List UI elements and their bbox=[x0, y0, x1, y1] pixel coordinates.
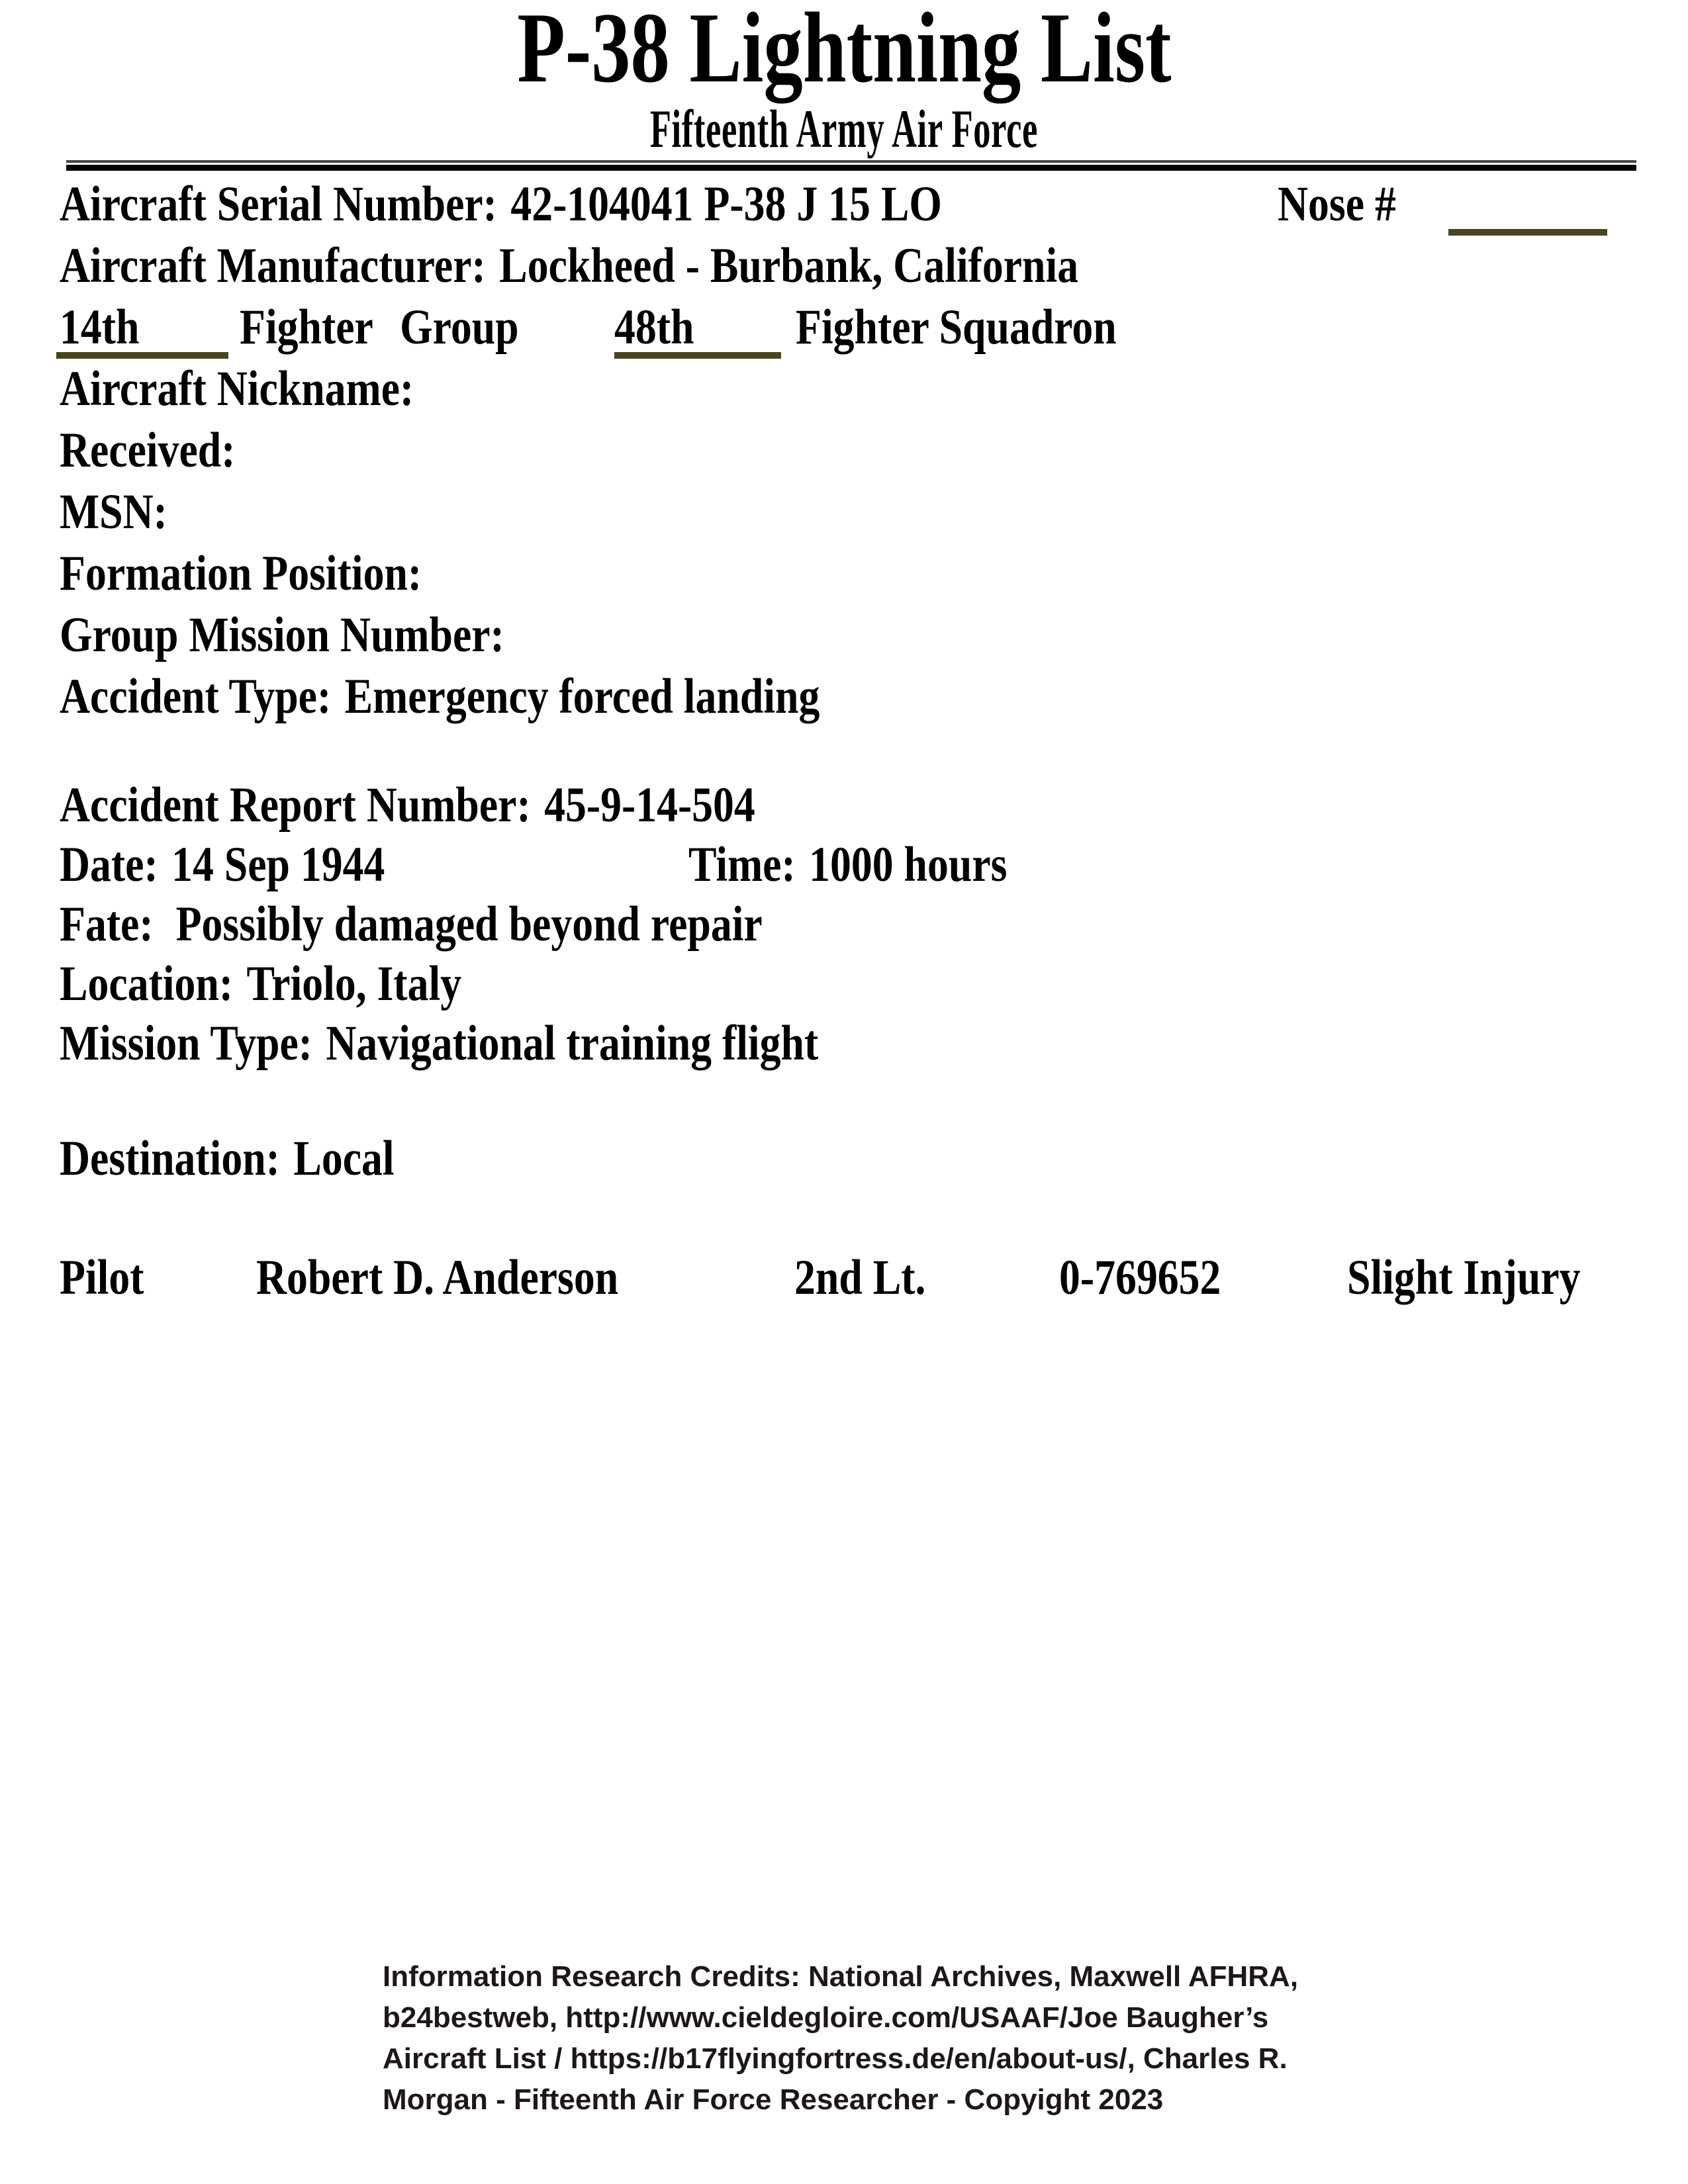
mission-type-value: Navigational training flight bbox=[326, 1016, 819, 1071]
destination-label: Destination: bbox=[60, 1131, 280, 1186]
pilot-role: Pilot bbox=[60, 1250, 144, 1305]
field-line-msn bbox=[60, 481, 1648, 543]
pilot-row bbox=[60, 1247, 1648, 1308]
serial-label: Aircraft Serial Number: bbox=[60, 177, 497, 232]
field-line-accident-type bbox=[60, 666, 1648, 727]
page-subtitle-text: Fifteenth Army Air Force bbox=[649, 99, 1039, 159]
field-line-destination bbox=[60, 1128, 1648, 1189]
nose-label: Nose # bbox=[1278, 177, 1396, 232]
received-label: Received: bbox=[60, 423, 236, 478]
pilot-name-wrap bbox=[256, 1247, 682, 1308]
accident-type-value: Emergency forced landing bbox=[344, 669, 820, 724]
accident-report-number-value: 45-9-14-504 bbox=[544, 778, 755, 833]
fighter-squadron-number: 48th bbox=[614, 300, 694, 355]
credits-line-4: Morgan - Fifteenth Air Force Researcher - Copyight 2023 bbox=[383, 2083, 1164, 2116]
manufacturer-label: Aircraft Manufacturer: bbox=[60, 238, 486, 293]
pilot-role-wrap bbox=[60, 1247, 159, 1308]
pilot-injury-wrap bbox=[1347, 1247, 1622, 1308]
field-line-group-squadron bbox=[60, 296, 1648, 358]
date-value: 14 Sep 1944 bbox=[171, 837, 385, 892]
nose-field bbox=[1278, 173, 1417, 235]
fighter-group-number: 14th bbox=[60, 300, 140, 355]
field-line-location bbox=[60, 953, 1648, 1015]
field-line-date-time bbox=[60, 834, 1648, 895]
credits-line-2: b24bestweb, http://www.cieldegloire.com/USAAF/Joe Baugher’s bbox=[383, 2001, 1269, 2034]
pilot-rank-wrap bbox=[794, 1247, 949, 1308]
credits-line-3: Aircraft List / https://b17flyingfortress.de/en/about-us/, Charles R. bbox=[383, 2042, 1288, 2075]
accident-type-label: Accident Type: bbox=[60, 669, 332, 724]
location-value: Triolo, Italy bbox=[246, 956, 462, 1011]
mission-type-field bbox=[60, 1013, 818, 1074]
time-value: 1000 hours bbox=[809, 837, 1008, 892]
accident-report-number-label: Accident Report Number: bbox=[60, 778, 531, 833]
formation-position-label: Formation Position: bbox=[60, 546, 422, 601]
form-body bbox=[60, 0, 1648, 2184]
credits-line-1: Information Research Credits: National Archives, Maxwell AFHRA, bbox=[383, 1960, 1299, 1993]
manufacturer-field bbox=[60, 235, 1078, 296]
field-line-received bbox=[60, 420, 1648, 481]
field-line-group-mission-number bbox=[60, 604, 1648, 666]
nickname-label: Aircraft Nickname: bbox=[60, 361, 414, 416]
pilot-service-number: 0-769652 bbox=[1059, 1250, 1221, 1305]
time-field bbox=[688, 834, 1063, 895]
pilot-service-number-wrap bbox=[1059, 1247, 1249, 1308]
field-line-serial bbox=[60, 173, 1648, 235]
fighter-group-label-wrap bbox=[240, 296, 568, 358]
fighter-squadron-label: Fighter Squadron bbox=[796, 300, 1117, 355]
field-line-mission-type bbox=[60, 1013, 1648, 1074]
accident-report-number-field bbox=[60, 774, 755, 836]
fighter-group-label: Fighter Group bbox=[240, 300, 519, 355]
page-title-text: P-38 Lightning List bbox=[516, 0, 1172, 103]
serial-value: 42-104041 P-38 J 15 LO bbox=[510, 177, 942, 232]
fighter-squadron-number-wrap bbox=[614, 296, 708, 358]
group-mission-number-label: Group Mission Number: bbox=[60, 608, 504, 662]
pilot-name: Robert D. Anderson bbox=[256, 1250, 619, 1305]
location-field bbox=[60, 953, 461, 1015]
field-line-nickname bbox=[60, 358, 1648, 420]
field-line-accident-report-number bbox=[60, 774, 1648, 836]
time-label: Time: bbox=[688, 837, 796, 892]
date-field bbox=[60, 834, 385, 895]
pilot-rank: 2nd Lt. bbox=[794, 1250, 926, 1305]
accident-type-field bbox=[60, 666, 820, 727]
pilot-injury: Slight Injury bbox=[1347, 1250, 1581, 1305]
field-line-formation-position bbox=[60, 543, 1648, 604]
credits-footer bbox=[383, 1956, 1376, 2120]
field-line-manufacturer bbox=[60, 235, 1648, 296]
fighter-squadron-label-wrap bbox=[796, 296, 1173, 358]
fate-field bbox=[60, 893, 763, 955]
destination-value: Local bbox=[293, 1131, 395, 1186]
location-label: Location: bbox=[60, 956, 234, 1011]
date-label: Date: bbox=[60, 837, 158, 892]
manufacturer-value: Lockheed - Burbank, California bbox=[499, 238, 1079, 293]
mission-type-label: Mission Type: bbox=[60, 1016, 312, 1071]
destination-field bbox=[60, 1128, 395, 1189]
field-line-fate bbox=[60, 893, 1648, 955]
fate-value: Possibly damaged beyond repair bbox=[175, 897, 763, 952]
msn-label: MSN: bbox=[60, 484, 167, 539]
fate-label: Fate: bbox=[60, 897, 154, 952]
serial-field bbox=[60, 173, 942, 235]
